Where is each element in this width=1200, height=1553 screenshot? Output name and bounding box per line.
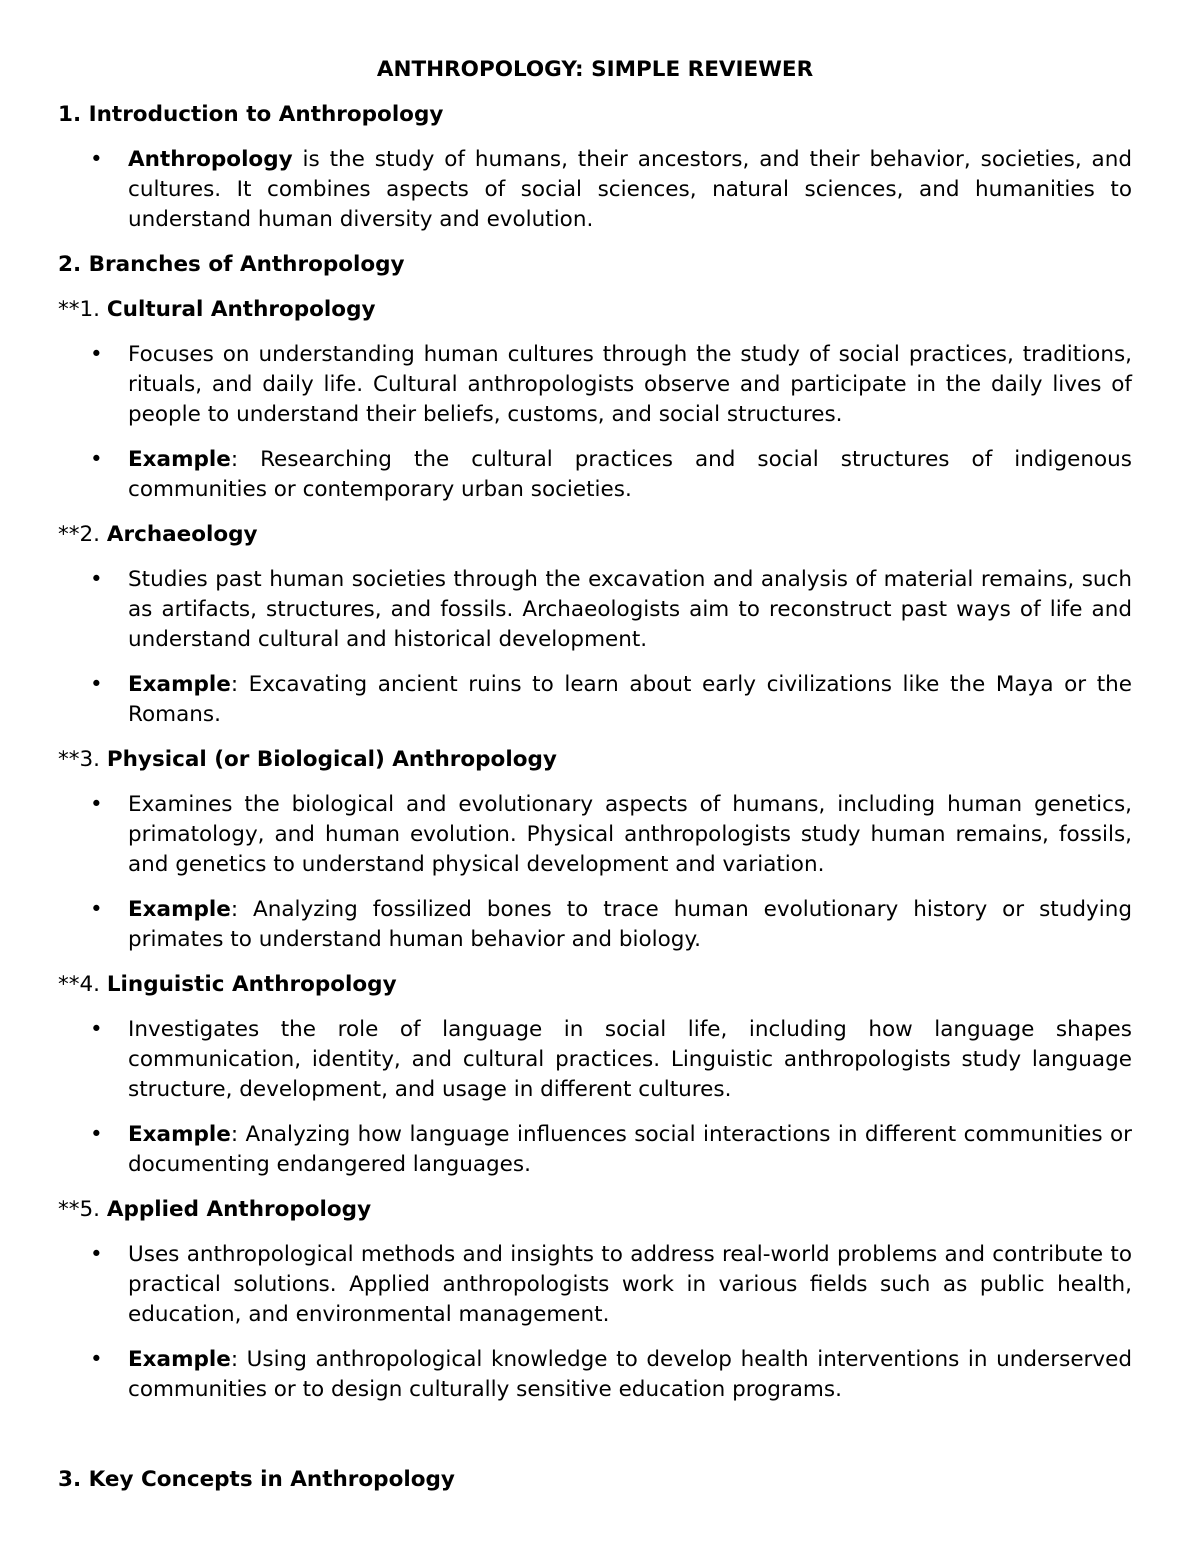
branch-description: Investigates the role of language in social life, including how language shapes communication, identity, and cultural practices. Linguistic anthropologists study language structure, development, and usage in different cultures. [128,1017,1132,1102]
branch-heading-applied [58,1195,1132,1225]
section-heading-branches: 2. Branches of Anthropology [58,252,405,277]
branch-description: Focuses on understanding human cultures through the study of social practices, traditions, rituals, and daily life. Cultural anthropologists observe and participate in the daily lives of people to understand their beliefs, customs, and social structures. [128,342,1132,427]
example-text: : Using anthropological knowledge to develop health interventions in underserved communities or to design culturally sensitive education programs. [128,1347,1132,1402]
example-label: Example [128,897,231,922]
list-item [58,895,1132,955]
bullet-icon: • [90,1242,103,1267]
bullet-icon: • [90,792,103,817]
bullet-icon: • [90,147,103,172]
list-item [58,1120,1132,1180]
example-text: : Excavating ancient ruins to learn about early civilizations like the Maya or the Romans. [128,672,1132,727]
branch-prefix: **2. [58,522,107,547]
example-text: : Researching the cultural practices and social structures of indigenous communities or contemporary urban societies. [128,447,1132,502]
branch-heading-cultural [58,295,1132,325]
example-label: Example [128,1347,231,1372]
branch-heading-linguistic [58,970,1132,1000]
branch-heading-archaeology [58,520,1132,550]
list-item [58,565,1132,655]
term-label: Anthropology [128,147,293,172]
list-item [58,670,1132,730]
branch-description: Studies past human societies through the excavation and analysis of material remains, such as artifacts, structures, and fossils. Archaeologists aim to reconstruct past ways of life and understand cultural and historical development. [128,567,1132,652]
branch-prefix: **1. [58,297,107,322]
branch-name: Applied Anthropology [106,1197,372,1222]
branch-prefix: **3. [58,747,107,772]
section-heading-key-concepts: 3. Key Concepts in Anthropology [58,1467,455,1492]
example-label: Example [128,1122,231,1147]
example-label: Example [128,672,231,697]
section-heading-introduction: 1. Introduction to Anthropology [58,102,444,127]
branch-name: Cultural Anthropology [106,297,376,322]
document-title: ANTHROPOLOGY: SIMPLE REVIEWER [376,57,814,82]
list-item [58,790,1132,880]
bullet-icon: • [90,1122,103,1147]
branch-name: Physical (or Biological) Anthropology [106,747,557,772]
branch-list-linguistic [58,1015,1132,1180]
introduction-list [58,145,1132,235]
blank-line [58,1420,1132,1465]
list-item [58,445,1132,505]
branch-list-physical [58,790,1132,955]
bullet-icon: • [90,1017,103,1042]
list-item [58,1015,1132,1105]
branch-list-cultural [58,340,1132,505]
bullet-icon: • [90,672,103,697]
branch-description: Uses anthropological methods and insights to address real-world problems and contribute to practical solutions. Applied anthropologists work in various fields such as public health, education, and environmental management. [128,1242,1132,1327]
branch-heading-physical [58,745,1132,775]
branch-name: Archaeology [106,522,258,547]
bullet-icon: • [90,1347,103,1372]
bullet-icon: • [90,342,103,367]
list-item [58,340,1132,430]
list-item [58,145,1132,235]
list-item [58,1240,1132,1330]
example-text: : Analyzing fossilized bones to trace human evolutionary history or studying primates to understand human behavior and biology. [128,897,1132,952]
example-label: Example [128,447,231,472]
branch-list-applied [58,1240,1132,1405]
definition-text: is the study of humans, their ancestors, and their behavior, societies, and cultures. It combines aspects of social sciences, natural sciences, and humanities to understand human diversity and evolution. [128,147,1132,232]
branch-description: Examines the biological and evolutionary aspects of humans, including human genetics, primatology, and human evolution. Physical anthropologists study human remains, fossils, and genetics to understand physical development and variation. [128,792,1132,877]
bullet-icon: • [90,567,103,592]
branch-name: Linguistic Anthropology [106,972,397,997]
bullet-icon: • [90,447,103,472]
list-item [58,1345,1132,1405]
example-text: : Analyzing how language influences social interactions in different communities or documenting endangered languages. [128,1122,1132,1177]
branch-prefix: **5. [58,1197,107,1222]
bullet-icon: • [90,897,103,922]
branch-list-archaeology [58,565,1132,730]
branch-prefix: **4. [58,972,107,997]
